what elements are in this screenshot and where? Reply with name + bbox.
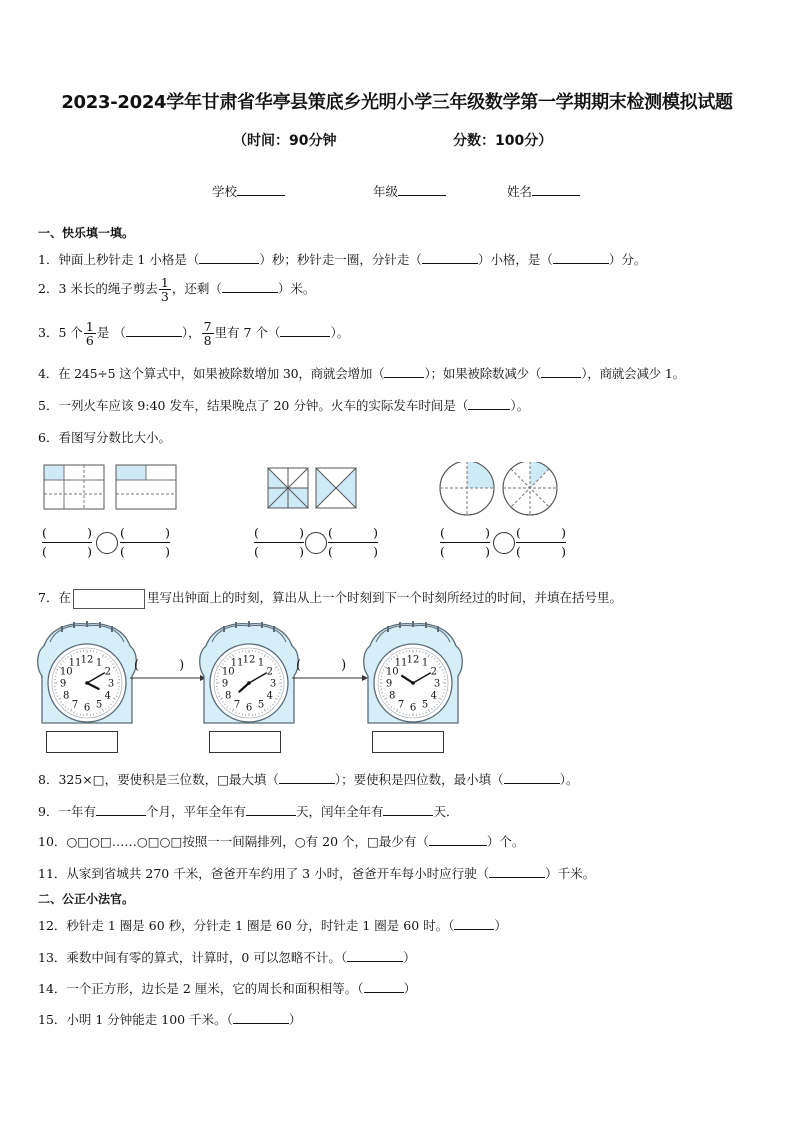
clock-2 (200, 621, 299, 723)
question-13: 13．乘数中间有零的算式，计算时，0 可以忽略不计。（ ） (38, 950, 416, 965)
answer-blank[interactable] (468, 397, 510, 411)
answer-blank[interactable] (126, 324, 182, 338)
clock-number: 1 (257, 657, 265, 669)
clock-number: 1 (421, 657, 429, 669)
answer-blank[interactable] (384, 365, 424, 379)
question-6: 6．看图写分数比大小。 (38, 430, 171, 445)
clock-number: 12 (406, 654, 420, 666)
answer-blank[interactable] (279, 771, 335, 785)
clock-number: 2 (104, 666, 111, 678)
question-2: 2．3 米长的绳子剪去 $\frac{1}{3}$ ，还剩（ ）米。 (38, 275, 316, 305)
circle-figure-1 (440, 462, 494, 515)
clock-number: 11 (230, 657, 244, 669)
clock-number: 8 (225, 690, 232, 702)
fraction-figures (40, 462, 580, 520)
clock-center (411, 681, 415, 685)
question-8: 8．325×□，要使积是三位数，□最大填（ ）；要使积是四位数，最小填（ ）。 (38, 772, 579, 787)
fraction-answer[interactable]: ( ) ( ) (440, 525, 490, 559)
clock-1 (38, 621, 137, 723)
arrow-head-icon (362, 675, 368, 681)
elapsed-paren-2[interactable]: ( ) (296, 658, 347, 673)
question-10: 10．○□○□……○□○□按照一一间隔排列，○有 20 个，□最少有（ ）个。 (38, 834, 525, 849)
clock-number: 4 (430, 690, 437, 702)
clock-number: 3 (107, 678, 115, 690)
rectangle-figure-1 (44, 465, 104, 509)
answer-blank[interactable] (96, 803, 146, 817)
clock-number: 11 (394, 657, 408, 669)
fraction-answer[interactable]: ( ) ( ) (42, 525, 92, 559)
clock-number: 8 (63, 690, 70, 702)
section-2-title: 二、公正小法官。 (38, 892, 135, 906)
time-box-sample (73, 589, 145, 609)
name-input[interactable] (532, 183, 580, 197)
clock-number: 6 (83, 702, 91, 714)
school-field (212, 182, 285, 200)
name-label: 姓名 (507, 184, 533, 199)
school-label: 学校 (212, 184, 238, 199)
clock-row (34, 618, 474, 728)
square-figure-2 (316, 468, 356, 508)
clock-number: 6 (245, 702, 253, 714)
answer-blank[interactable] (489, 865, 545, 879)
clock-number: 6 (409, 702, 417, 714)
question-5: 5．一列火车应该 9:40 发车，结果晚点了 20 分钟。火车的实际发车时间是（ ）。 (38, 398, 530, 413)
fraction-answer[interactable]: ( ) ( ) (254, 525, 304, 559)
answer-blank[interactable] (280, 324, 330, 338)
clock-3 (364, 621, 463, 723)
exam-score: 分数：100分） (453, 133, 553, 149)
clock-number: 5 (257, 699, 265, 711)
elapsed-paren-1[interactable]: ( ) (134, 658, 185, 673)
question-4: 4．在 245÷5 这个算式中，如果被除数增加 30，商就会增加（ ）；如果被除数减少（ ），商就会减少 1。 (38, 366, 685, 381)
question-12: 12．秒针走 1 圈是 60 秒，分针走 1 圈是 60 分，时针走 1 圈是 60 时。（ ） (38, 918, 507, 933)
clock-number: 5 (421, 699, 429, 711)
question-11: 11．从家到省城共 270 千米，爸爸开车约用了 3 小时，爸爸开车每小时应行驶（ ）千米。 (38, 866, 596, 881)
compare-circle[interactable] (493, 532, 515, 554)
answer-blank[interactable] (246, 803, 296, 817)
question-3: 3．5 个 $\frac{1}{6}$ 是 （ ）， $\frac{7}{8}$ 里有 7 个（ ）。 (38, 319, 350, 349)
time-input-3[interactable] (372, 731, 444, 753)
exam-time: （时间：90分钟 (233, 133, 337, 149)
clock-number: 2 (266, 666, 273, 678)
question-1: 1．钟面上秒针走 1 小格是（ ）秒；秒针走一圈，分针走（ ）小格，是（ ）分。 (38, 252, 647, 267)
question-14: 14．一个正方形，边长是 2 厘米，它的周长和面积相等。（ ） (38, 981, 417, 996)
time-input-1[interactable] (46, 731, 118, 753)
clock-number: 5 (95, 699, 103, 711)
answer-blank[interactable] (504, 771, 560, 785)
fraction: $\frac{1}{6}$ (85, 319, 94, 349)
fraction: $\frac{1}{3}$ (160, 275, 169, 305)
clock-number: 12 (242, 654, 256, 666)
circle-figure-2 (503, 462, 557, 515)
clock-number: 10 (221, 666, 235, 678)
answer-blank[interactable] (429, 833, 487, 847)
clock-number: 2 (430, 666, 437, 678)
name-field (507, 182, 580, 200)
clock-number: 7 (71, 699, 79, 711)
clock-number: 4 (266, 690, 273, 702)
grade-label: 年级 (373, 184, 399, 199)
answer-blank[interactable] (347, 949, 403, 963)
compare-circle[interactable] (96, 532, 118, 554)
compare-circle[interactable] (305, 532, 327, 554)
fraction-answer[interactable]: ( ) ( ) (516, 525, 566, 559)
fraction: $\frac{7}{8}$ (203, 319, 212, 349)
answer-blank[interactable] (233, 1011, 289, 1025)
question-15: 15．小明 1 分钟能走 100 千米。（ ） (38, 1012, 302, 1027)
answer-blank[interactable] (364, 980, 404, 994)
clock-number: 11 (68, 657, 82, 669)
clock-number: 9 (385, 678, 393, 690)
clock-number: 3 (433, 678, 441, 690)
fraction-answer[interactable]: ( ) ( ) (120, 525, 170, 559)
clock-number: 3 (269, 678, 277, 690)
page-title: 2023-2024学年甘肃省华亭县策底乡光明小学三年级数学第一学期期末检测模拟试题 (61, 92, 733, 113)
fraction-answer[interactable]: ( ) ( ) (328, 525, 378, 559)
grade-input[interactable] (398, 183, 446, 197)
clock-number: 4 (104, 690, 111, 702)
clock-number: 8 (389, 690, 396, 702)
clock-number: 12 (80, 654, 94, 666)
clock-number: 7 (397, 699, 405, 711)
clock-number: 1 (95, 657, 103, 669)
answer-blank[interactable] (541, 365, 581, 379)
answer-blank[interactable] (222, 280, 278, 294)
question-9: 9．一年有 个月，平年全年有 天，闰年全年有 天． (38, 804, 459, 819)
section-1-title: 一、快乐填一填。 (38, 226, 135, 240)
answer-blank[interactable] (454, 917, 494, 931)
school-input[interactable] (237, 183, 285, 197)
grade-field (373, 182, 446, 200)
clock-center (85, 681, 89, 685)
clock-number: 9 (59, 678, 67, 690)
answer-blank[interactable] (199, 251, 259, 265)
clock-center (247, 681, 251, 685)
square-figure-1 (268, 468, 308, 508)
answer-blank[interactable] (383, 803, 433, 817)
rectangle-figure-2 (116, 465, 176, 509)
question-7: 7．在 里写出钟面上的时刻，算出从上一个时刻到下一个时刻所经过的时间，并填在括号里。 (38, 588, 622, 609)
clock-number: 10 (59, 666, 73, 678)
clock-number: 7 (233, 699, 241, 711)
answer-blank[interactable] (553, 251, 609, 265)
clock-number: 10 (385, 666, 399, 678)
answer-blank[interactable] (422, 251, 478, 265)
clock-number: 9 (221, 678, 229, 690)
time-input-2[interactable] (209, 731, 281, 753)
